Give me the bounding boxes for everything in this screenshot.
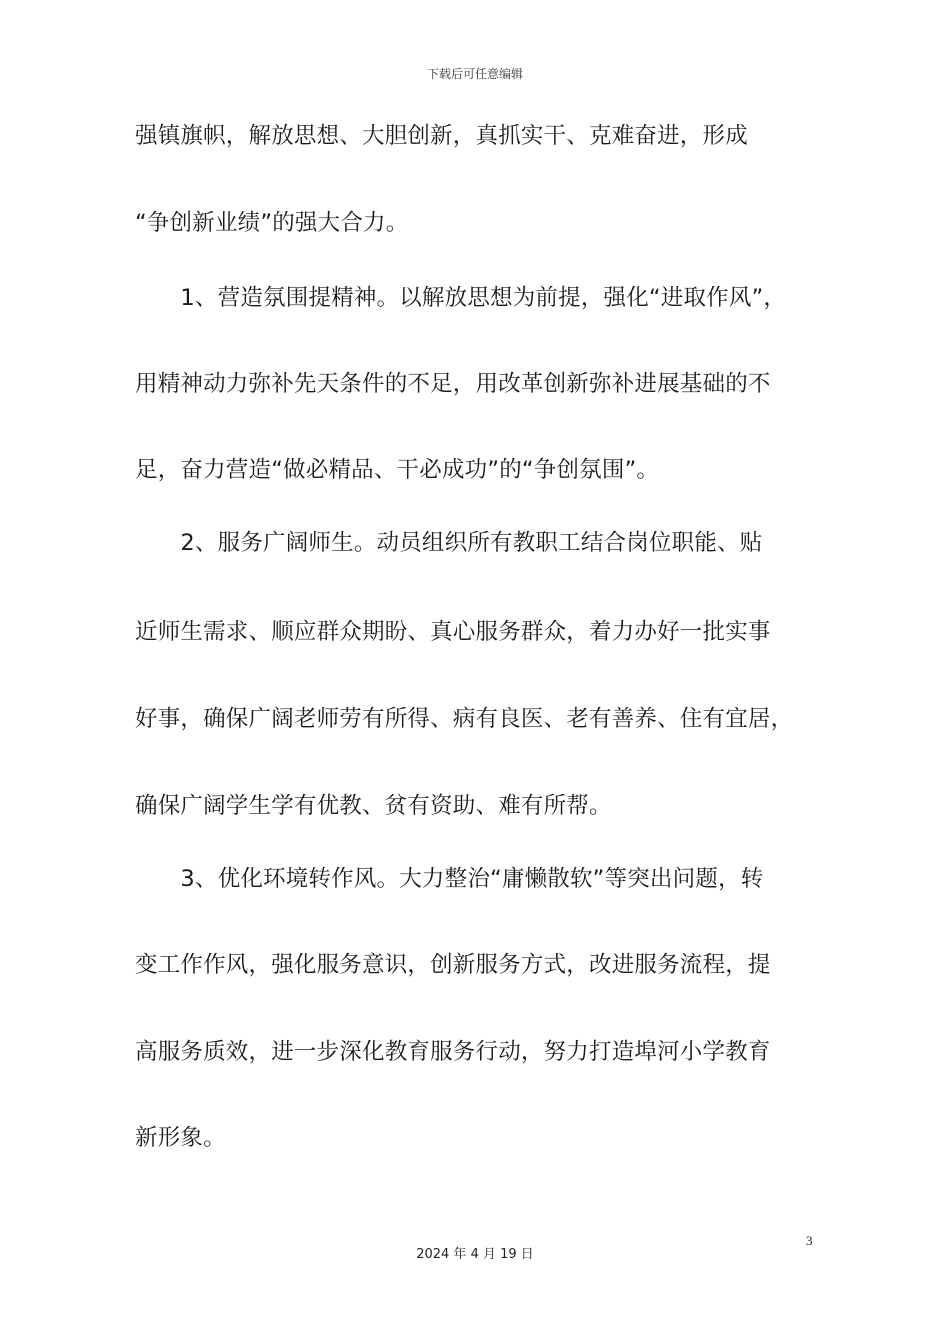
body-line: 高服务质效，进一步深化教育服务行动，努力打造埠河小学教育 <box>135 1039 771 1065</box>
body-line: 1、营造氛围提精神。以解放思想为前提，强化“进取作风”， <box>135 285 787 311</box>
footer-date: 2024 年 4 月 19 日 <box>416 1247 534 1262</box>
page-number: 3 <box>806 1233 813 1248</box>
body-line: 3、优化环境转作风。大力整治“庸懒散软”等突出问题，转 <box>135 866 764 892</box>
body-line: 用精神动力弥补先天条件的不足，用改革创新弥补进展基础的不 <box>135 371 771 397</box>
body-line: 2、服务广阔师生。动员组织所有教职工结合岗位职能、贴 <box>135 530 763 556</box>
body-line: 确保广阔学生学有优教、贫有资助、难有所帮。 <box>135 793 612 819</box>
page-header: 下载后可任意编辑 <box>426 67 523 81</box>
body-line: “争创新业绩”的强大合力。 <box>135 210 409 236</box>
body-line: 新形象。 <box>135 1125 226 1151</box>
body-line: 强镇旗帜，解放思想、大胆创新，真抓实干、克难奋进，形成 <box>135 123 748 149</box>
body-line: 好事，确保广阔老师劳有所得、病有良医、老有善养、住有宜居， <box>135 706 794 732</box>
body-line: 变工作作风，强化服务意识，创新服务方式，改进服务流程，提 <box>135 952 771 978</box>
body-line: 足，奋力营造“做必精品、干必成功”的“争创氛围”。 <box>135 457 660 483</box>
body-line: 近师生需求、顺应群众期盼、真心服务群众，着力办好一批实事 <box>135 619 771 645</box>
